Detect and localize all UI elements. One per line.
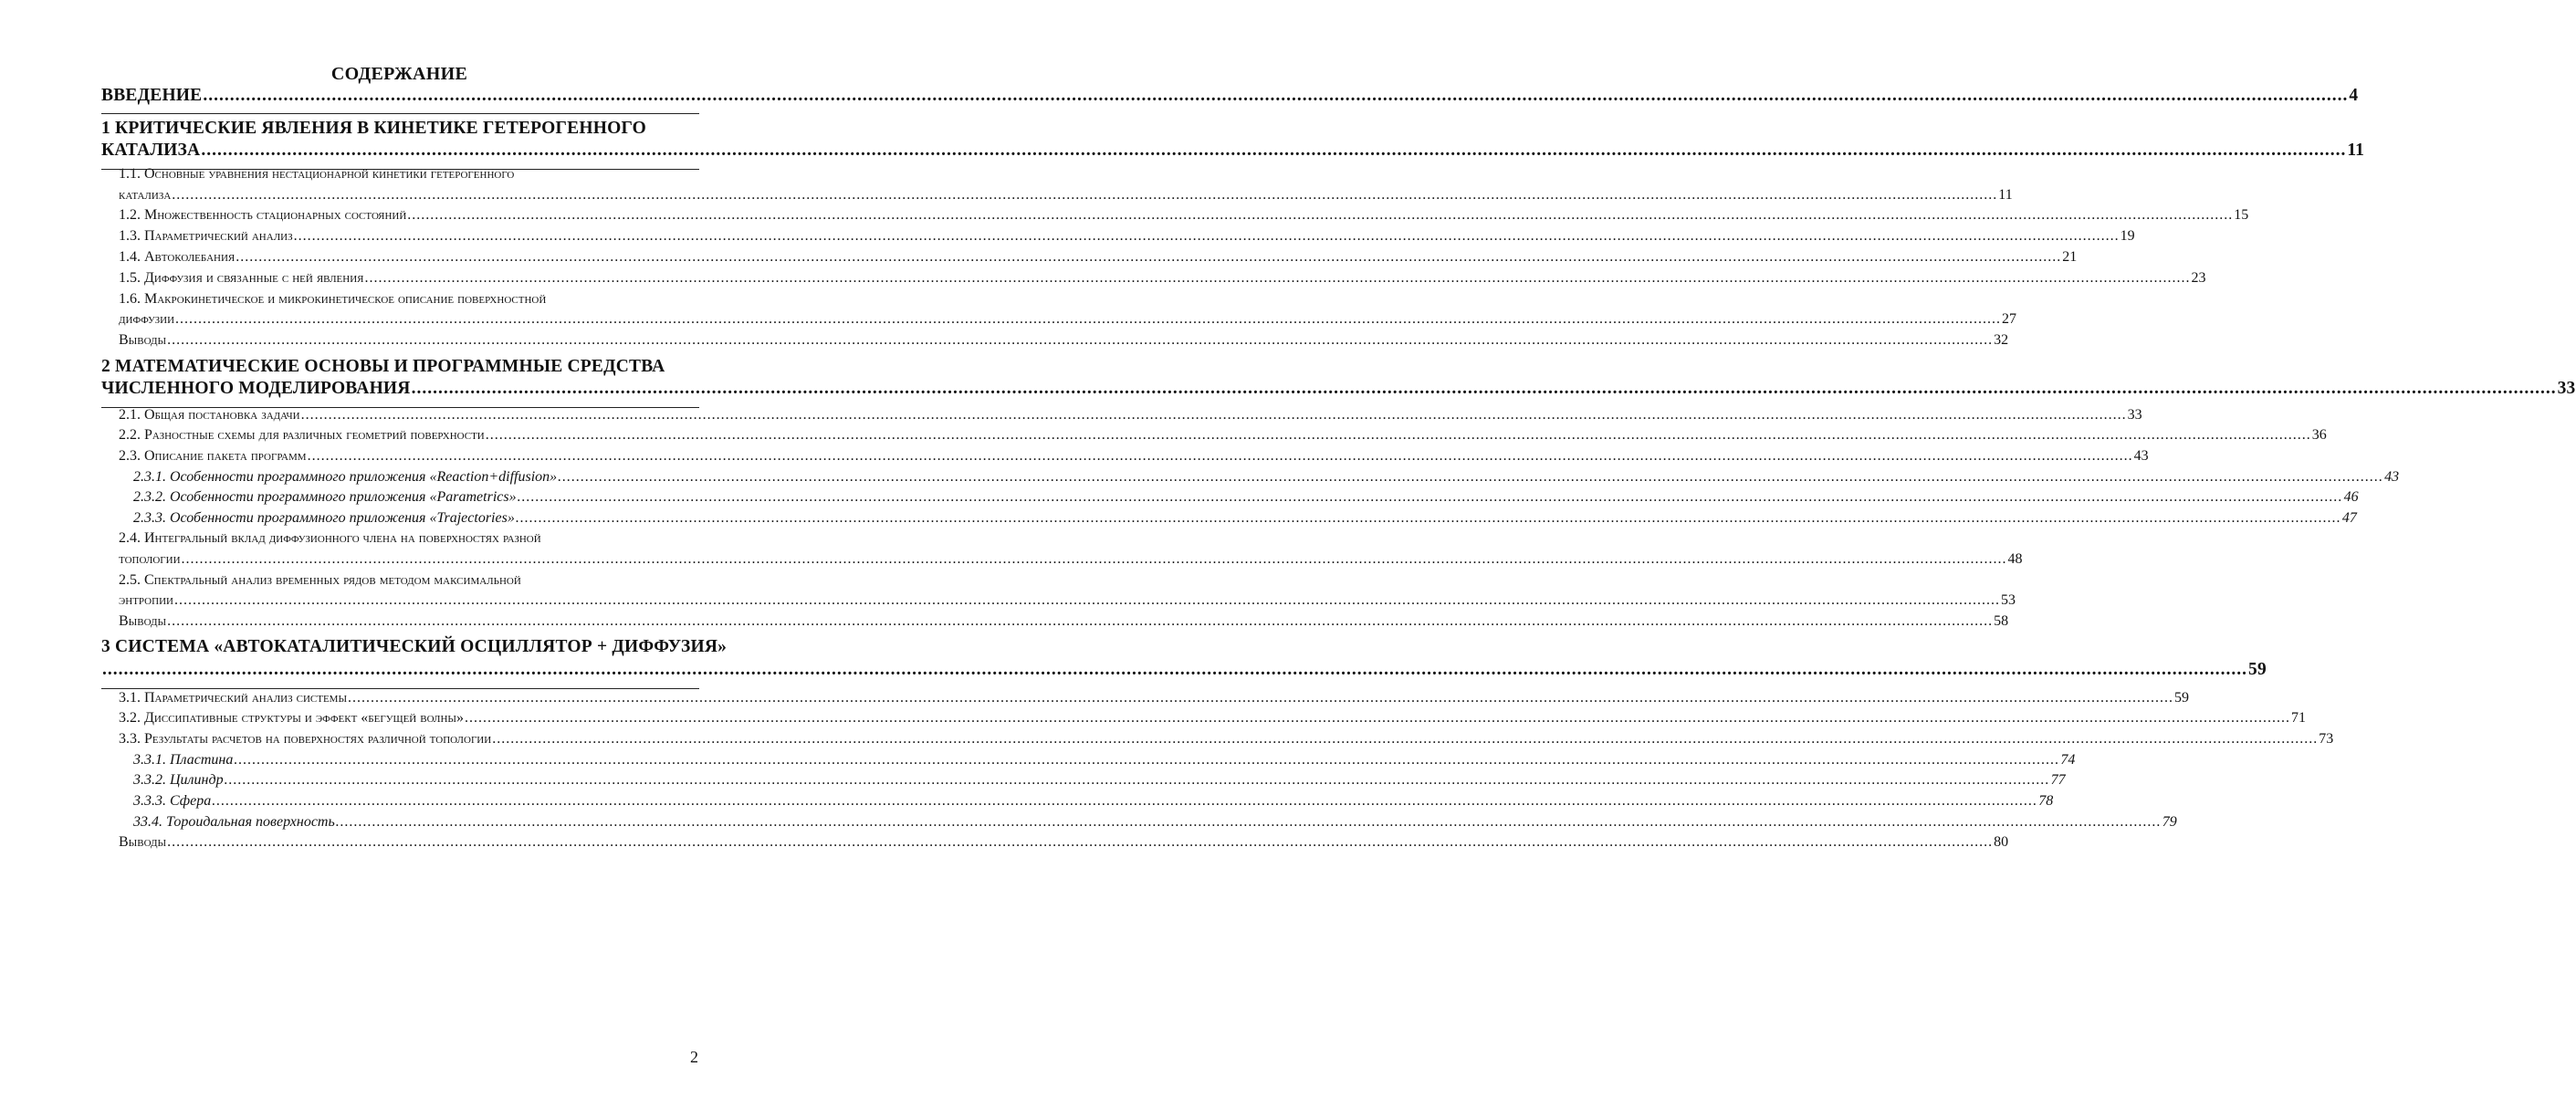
toc-entry-title: катализа	[119, 187, 172, 203]
dot-leader: ................................................................................................................................................................................................................................................................................................................................................................................................................	[102, 660, 2247, 679]
divider	[101, 688, 699, 689]
toc-entry-page: 59	[2174, 690, 2190, 706]
toc-entry-page: 58	[1994, 613, 2009, 629]
toc-entry-page: 4	[2349, 86, 2359, 105]
toc-entry-title: 2.3.3. Особенности программного приложения «Trajectories»	[133, 510, 515, 526]
dot-leader: ................................................................................................................................................................................................................................................................................................................................................................................................................	[212, 793, 2038, 809]
dot-leader: ................................................................................................................................................................................................................................................................................................................................................................................................................	[234, 752, 2060, 768]
toc-entry-page: 33	[2557, 379, 2576, 398]
toc-entry-title-line: 2.5. Спектральный анализ временных рядов методом максимальной	[119, 572, 521, 588]
toc-entry-title: Выводы	[119, 332, 167, 348]
toc-entry-title: 1.5. Диффузия и связанные с ней явления	[119, 270, 364, 286]
toc-entry-title: топологии	[119, 551, 181, 567]
dot-leader: ................................................................................................................................................................................................................................................................................................................................................................................................................	[348, 690, 2174, 706]
dot-leader: ................................................................................................................................................................................................................................................................................................................................................................................................................	[364, 270, 2191, 286]
toc-entry-title-line: 1.1. Основные уравнения нестационарной кинетики гетерогенного	[119, 166, 515, 182]
toc-entry-page: 47	[2341, 510, 2357, 526]
toc-entry-page: 77	[2050, 772, 2066, 788]
toc-entry-title: 2.3.1. Особенности программного приложения «Reaction+diffusion»	[133, 469, 558, 485]
toc-entry-title: 3.3.2. Цилиндр	[133, 772, 224, 788]
toc-entry-title-line: 2 МАТЕМАТИЧЕСКИЕ ОСНОВЫ И ПРОГРАММНЫЕ СРЕДСТВА	[101, 357, 665, 376]
dot-leader: ................................................................................................................................................................................................................................................................................................................................................................................................................	[236, 249, 2062, 265]
toc-entry-page: 48	[2007, 551, 2023, 567]
toc-entry-page: 43	[2133, 448, 2149, 464]
dot-leader: ................................................................................................................................................................................................................................................................................................................................................................................................................	[293, 228, 2120, 244]
toc-entry-title: 1.2. Множественность стационарных состояний	[119, 207, 407, 223]
toc-entry-page: 27	[2002, 311, 2017, 327]
dot-leader: ................................................................................................................................................................................................................................................................................................................................................................................................................	[407, 207, 2234, 223]
dot-leader: ................................................................................................................................................................................................................................................................................................................................................................................................................	[485, 427, 2311, 443]
dot-leader: ................................................................................................................................................................................................................................................................................................................................................................................................................	[517, 489, 2343, 505]
dot-leader: ................................................................................................................................................................................................................................................................................................................................................................................................................	[558, 469, 2384, 485]
dot-leader: ................................................................................................................................................................................................................................................................................................................................................................................................................	[201, 141, 2347, 160]
dot-leader: ................................................................................................................................................................................................................................................................................................................................................................................................................	[167, 834, 1994, 850]
dot-leader: ................................................................................................................................................................................................................................................................................................................................................................................................................	[464, 710, 2290, 726]
dot-leader: ................................................................................................................................................................................................................................................................................................................................................................................................................	[335, 814, 2162, 830]
toc-entry-page: 23	[2191, 270, 2206, 286]
toc-entry-title: КАТАЛИЗА	[101, 141, 201, 160]
toc-entry-title: энтропии	[119, 592, 173, 608]
divider	[101, 169, 699, 170]
dot-leader: ................................................................................................................................................................................................................................................................................................................................................................................................................	[492, 731, 2319, 747]
toc-entry-page: 53	[2000, 592, 2016, 608]
toc-entry-title: Выводы	[119, 613, 167, 629]
divider	[101, 113, 699, 114]
toc-entry-title: 3.1. Параметрический анализ системы	[119, 690, 348, 706]
toc-entry-page: 78	[2038, 793, 2054, 809]
toc-entry-title-line: 1 КРИТИЧЕСКИЕ ЯВЛЕНИЯ В КИНЕТИКЕ ГЕТЕРОГЕННОГО	[101, 119, 646, 138]
toc-entry-title: 2.1. Общая постановка задачи	[119, 407, 300, 423]
toc-entry-title: 1.4. Автоколебания	[119, 249, 236, 265]
dot-leader: ................................................................................................................................................................................................................................................................................................................................................................................................................	[172, 187, 1998, 203]
toc-entry-page: 59	[2248, 660, 2267, 679]
toc-entry-page: 36	[2311, 427, 2327, 443]
dot-leader: ................................................................................................................................................................................................................................................................................................................................................................................................................	[307, 448, 2133, 464]
toc-entry-page: 79	[2162, 814, 2177, 830]
toc-entry-title: 3.2. Диссипативные структуры и эффект «бегущей волны»	[119, 710, 464, 726]
toc-entry-title: 3.3. Результаты расчетов на поверхностях различной топологии	[119, 731, 492, 747]
divider	[101, 407, 699, 408]
toc-entry-title-line: 2.4. Интегральный вклад диффузионного члена на поверхностях разной	[119, 530, 541, 546]
toc-entry-title: 33.4. Тороидальная поверхность	[133, 814, 335, 830]
toc-entry-title: 2.3.2. Особенности программного приложения «Parametrics»	[133, 489, 517, 505]
dot-leader: ................................................................................................................................................................................................................................................................................................................................................................................................................	[167, 613, 1994, 629]
toc-entry-title: Выводы	[119, 834, 167, 850]
toc-entry-page: 73	[2319, 731, 2334, 747]
dot-leader: ................................................................................................................................................................................................................................................................................................................................................................................................................	[167, 332, 1994, 348]
toc-entry-page: 21	[2062, 249, 2078, 265]
toc-entry-page: 19	[2120, 228, 2135, 244]
toc-entry-page: 32	[1994, 332, 2009, 348]
toc-entry-title: 3.3.1. Пластина	[133, 752, 234, 768]
toc-entry-page: 46	[2343, 489, 2359, 505]
dot-leader: ................................................................................................................................................................................................................................................................................................................................................................................................................	[515, 510, 2341, 526]
toc-entry-page: 71	[2290, 710, 2306, 726]
toc-entry-page: 33	[2127, 407, 2142, 423]
toc-entry-page: 15	[2234, 207, 2249, 223]
dot-leader: ................................................................................................................................................................................................................................................................................................................................................................................................................	[411, 379, 2557, 398]
toc-entry-title: ЧИСЛЕННОГО МОДЕЛИРОВАНИЯ	[101, 379, 411, 398]
dot-leader: ................................................................................................................................................................................................................................................................................................................................................................................................................	[300, 407, 2127, 423]
toc-entry-title: диффузии	[119, 311, 175, 327]
toc-entry-page: 74	[2060, 752, 2076, 768]
toc-entry-title: 2.3. Описание пакета программ	[119, 448, 307, 464]
dot-leader: ................................................................................................................................................................................................................................................................................................................................................................................................................	[181, 551, 2007, 567]
toc-entry-page: 11	[2347, 141, 2365, 160]
page-title: СОДЕРЖАНИЕ	[330, 64, 468, 84]
dot-leader: ................................................................................................................................................................................................................................................................................................................................................................................................................	[175, 311, 2002, 327]
dot-leader: ................................................................................................................................................................................................................................................................................................................................................................................................................	[173, 592, 2000, 608]
dot-leader: ................................................................................................................................................................................................................................................................................................................................................................................................................	[224, 772, 2050, 788]
toc-entry-title: 2.2. Разностные схемы для различных геометрий поверхности	[119, 427, 485, 443]
toc-entry-page: 80	[1994, 834, 2009, 850]
toc-entry-title: 1.3. Параметрический анализ	[119, 228, 293, 244]
dot-leader: ................................................................................................................................................................................................................................................................................................................................................................................................................	[203, 86, 2349, 105]
page-number: 2	[690, 1048, 698, 1066]
toc-entry-page: 11	[1998, 187, 2013, 203]
toc-entry-title-line: 3 СИСТЕМА «АВТОКАТАЛИТИЧЕСКИЙ ОСЦИЛЛЯТОР + ДИФФУЗИЯ»	[101, 637, 728, 656]
toc-entry-title: 3.3.3. Сфера	[133, 793, 212, 809]
toc-entry-title: ВВЕДЕНИЕ	[101, 86, 203, 105]
toc-entry-title-line: 1.6. Макрокинетическое и микрокинетическое описание поверхностной	[119, 291, 547, 307]
toc-entry-page: 43	[2384, 469, 2400, 485]
